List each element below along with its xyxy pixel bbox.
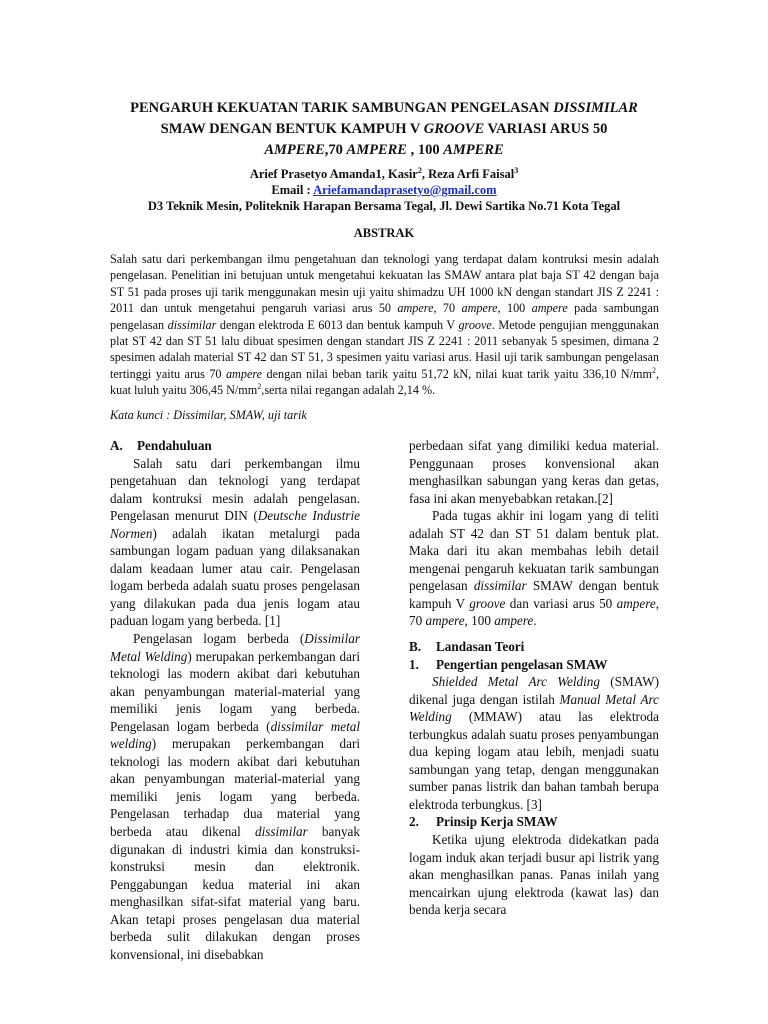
subsection-heading-2: 2. Prinsip Kerja SMAW: [409, 814, 558, 830]
author-names: Arief Prasetyo Amanda1, Kasir$^2$, Reza Arfi Faisal$^3$: [249, 165, 519, 181]
paragraph: perbedaan sifat yang dimiliki kedua material. Penggunaan proses konvensional akan menghasilkan sabungan yang keras dan getas, fasa ini akan menyebabkan retakan.[2]: [409, 438, 659, 506]
author-email: Email : Ariefamandaprasetyo@gmail.com: [271, 183, 497, 197]
paragraph: Pengelasan logam berbeda (Dissimilar Metal Welding) merupakan perkembangan dari teknologi las modern akibat dari kebutuhan akan penyambungan material-material yang memiliki jenis logam yang berbeda. Pengelasan logam berbeda (dissimilar metal welding) merupakan perkembangan dari teknologi las modern akibat dari kebutuhan akan penyambungan material-material yang memiliki jenis logam yang berbeda. Pengelasan terhadap dua material yang berbeda atau dikenal dissimilar banyak digunakan di industri kimia dan konstruksi-konstruksi mesin dan elektronik. Penggabungan kedua material ini akan menghasilkan sifat-sifat material yang baru. Akan tetapi proses pengelasan dua material berbeda sulit dilakukan dengan proses konvensional, ini disebabkan: [110, 631, 361, 962]
left-column: [110, 437, 360, 963]
title-text: VARIASI ARUS 50: [484, 121, 608, 137]
title-text: SMAW DENGAN BENTUK KAMPUH V: [160, 121, 424, 137]
title-text: PENGARUH KEKUATAN TARIK SAMBUNGAN PENGELASAN: [130, 100, 554, 116]
section-heading-a: A. Pendahuluan: [110, 438, 212, 453]
title-italic: AMPERE: [264, 142, 325, 158]
author-block: [95, 166, 673, 214]
keywords: Kata kunci : Dissimilar, SMAW, uji tarik: [110, 408, 307, 422]
title-text: , 100: [406, 142, 444, 158]
title-italic: GROOVE: [423, 121, 485, 137]
abstract-body: Salah satu dari perkembangan ilmu pengetahuan dan teknologi yang terdapat dalam kontruksi mesin adalah pengelasan. Penelitian ini betujuan untuk mengetahui kekuatan las SMAW antara plat baja ST 42 dengan baja ST 51 pada proses uji tarik menggunakan mesin uji yaitu shimadzu UH 1000 kN dengan standart JIS Z 2241 : 2011 dan untuk mengetahui pengaruh variasi arus 50 ampere, 70 ampere, 100 ampere pada sambungan pengelasan dissimilar dengan elektroda E 6013 dan bentuk kampuh V groove. Metode pengujian menggunakan plat ST 42 dan ST 51 lalu dibuat spesimen dengan standart JIS Z 2241 : 2011 sebanyak 5 spesimen, dimana 2 spesimen adalah material ST 42 dan ST 51, 3 spesimen yaitu variasi arus. Hasil uji tarik sambungan pengelasan tertinggi yaitu arus 70 ampere dengan nilai beban tarik yaitu 51,72 kN, nilai kuat tarik yaitu 336,10 $N/mm^2$, kuat luluh yaitu 306,45 $N/mm^2,serta$ nilai regangan adalah 2,14 %.: [110, 252, 659, 398]
abstract-heading: ABSTRAK: [353, 226, 415, 240]
section-heading-b: B. Landasan Teori: [409, 639, 525, 655]
title-italic: AMPERE: [443, 142, 504, 158]
title-italic: AMPERE: [346, 142, 407, 158]
paragraph: Ketika ujung elektroda didekatkan pada logam induk akan terjadi busur api listrik yang akan menghasilkan panas. Panas inilah yang mencairkan ujung elektroda (kawat las) dan benda kerja secara: [409, 832, 659, 918]
paragraph: Salah satu dari perkembangan ilmu pengetahuan dan teknologi yang terdapat dalam kontruksi mesin adalah pengelasan. Pengelasan menurut DIN (Deutsche Industrie Normen) adalah ikatan metalurgi pada sambungan logam paduan yang dilaksanakan dalam keadaan lumer atau cair. Pengelasan logam berbeda adalah suatu proses pengelasan yang dilakukan pada dua jenis logam atau paduan logam yang berbeda. [1]: [110, 455, 361, 629]
author-affiliation: D3 Teknik Mesin, Politeknik Harapan Bersama Tegal, Jl. Dewi Sartika No.71 Kota Tegal: [147, 199, 621, 213]
title-italic: DISSIMILAR: [553, 100, 638, 116]
right-column: [409, 437, 659, 919]
paragraph: Pada tugas akhir ini logam yang di teliti adalah ST 42 dan ST 51 dalam bentuk plat. Maka dari itu akan membahas lebih detail mengenai pengaruh kekuatan tarik sambungan pengelasan dissimilar SMAW dengan bentuk kampuh V groove dan variasi arus 50 ampere, 70 ampere, 100 ampere.: [409, 508, 659, 629]
subsection-heading-1: 1. Pengertian pengelasan SMAW: [409, 656, 608, 672]
paragraph: Shielded Metal Arc Welding (SMAW) dikenal juga dengan istilah Manual Metal Arc Welding (MMAW) atau las elektroda terbungkus adalah suatu proses penyambungan dua keping logam atau lebih, menjadi suatu sambungan yang tetap, dengan menggunakan sumber panas listrik dan bahan tambah berupa elektroda terbungkus. [3]: [409, 674, 659, 812]
email-link[interactable]: Ariefamandaprasetyo@gmail.com: [313, 183, 497, 197]
title-text: ,70: [324, 142, 347, 158]
paper-title: [95, 98, 673, 161]
